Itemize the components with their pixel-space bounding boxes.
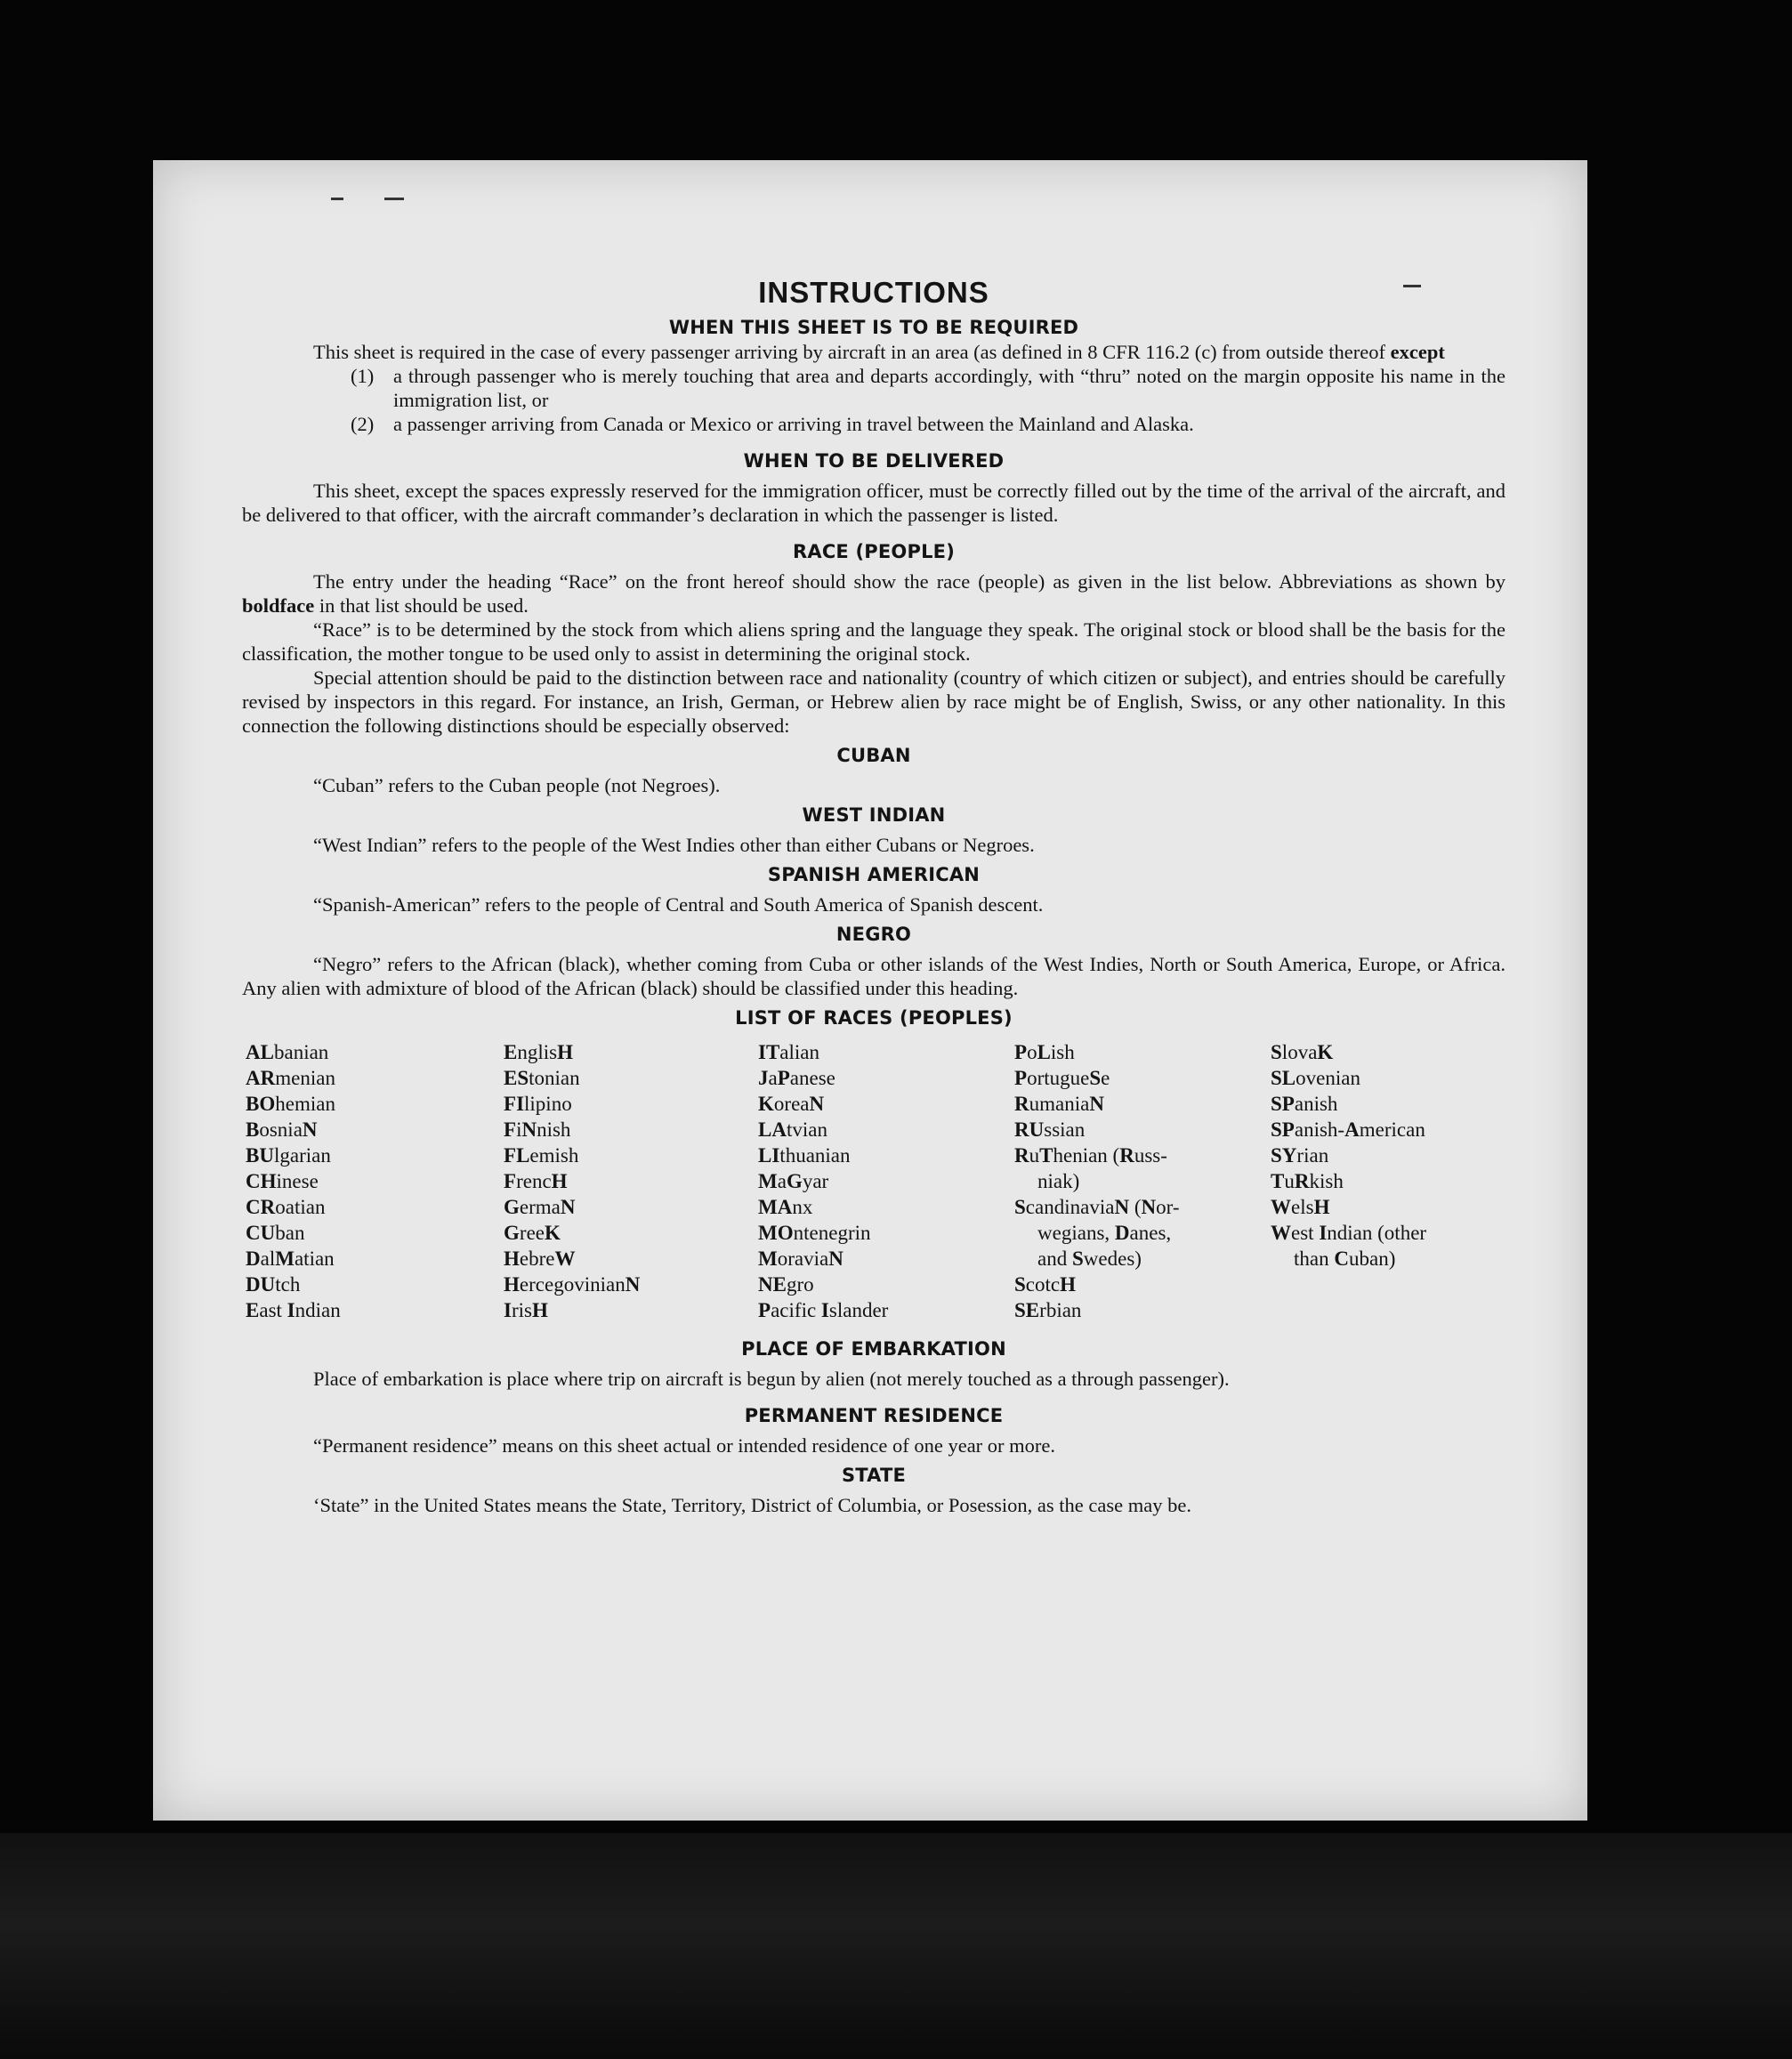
race-entry: GreeK (504, 1222, 561, 1244)
race-entry: FLemish (504, 1144, 579, 1167)
race-entry: SlovaK (1271, 1041, 1334, 1063)
paragraph-race-3: Special attention should be paid to the distinction between race and nationality (country of which citizen or subject), and entries should be carefully revised by inspectors in this regard. For instance, an Irish, German, or Hebrew alien by race might be of English, Swiss, or any other nationality. In this connection the following distinctions should be especially observed: (242, 666, 1505, 737)
race-entry: than Cuban) (1294, 1248, 1396, 1270)
section-heading-permanent-residence: PERMANENT RESIDENCE (744, 1405, 1004, 1426)
paragraph-when-required: This sheet is required in the case of every passenger arriving by aircraft in an area (as defined in 8 CFR 116.2 (c) from outside thereof except (313, 341, 1445, 363)
section-heading-race: RACE (PEOPLE) (793, 541, 955, 562)
race-entry: SPanish (1271, 1093, 1338, 1115)
race-entry: BosniaN (246, 1118, 318, 1141)
race-entry: KoreaN (758, 1093, 825, 1115)
race-column-4 (1014, 1039, 1180, 1323)
race-column-3 (758, 1039, 888, 1323)
race-entry: SLovenian (1271, 1067, 1360, 1089)
race-entry: PoLish (1014, 1041, 1075, 1063)
race-entry: CRoatian (246, 1196, 326, 1218)
paragraph-race-2: “Race” is to be determined by the stock from which aliens spring and the language they speak. The original stock or blood shall be the basis for the classification, the mother tongue to be used only to assist in determining the original stock. (242, 618, 1505, 665)
speck-mark (384, 198, 404, 200)
race-entry: MaGyar (758, 1170, 829, 1192)
race-entry: GermaN (504, 1196, 576, 1218)
race-entry: FiNnish (504, 1118, 571, 1141)
race-entry: WelsH (1271, 1196, 1330, 1218)
paragraph-negro: “Negro” refers to the African (black), whether coming from Cuba or other islands of the West Indies, North or South America, Europe, or Africa. Any alien with admixture of blood of the African (black) should be classified under this heading. (242, 953, 1505, 999)
race-entry: JaPanese (758, 1067, 835, 1089)
speck-mark (331, 198, 343, 200)
race-entry: EnglisH (504, 1041, 573, 1063)
race-entry: IrisH (504, 1299, 548, 1321)
race-entry: DUtch (246, 1273, 301, 1296)
section-heading-spanish-american: SPANISH AMERICAN (767, 864, 981, 885)
condition-item-2: (2) a passenger arriving from Canada or Mexico or arriving in travel between the Mainland and Alaska. (351, 413, 1194, 435)
paragraph-state: ‘State” in the United States means the State, Territory, District of Columbia, or Posession, as the case may be. (313, 1494, 1191, 1516)
race-entry: Pacific Islander (758, 1299, 889, 1321)
race-column-2 (504, 1039, 640, 1323)
scan-background-bottom (0, 1833, 1792, 2059)
race-entry: RuThenian (Russ- (1014, 1144, 1167, 1167)
section-heading-place-of-embarkation: PLACE OF EMBARKATION (741, 1338, 1006, 1360)
race-entry: SYrian (1271, 1144, 1329, 1167)
paragraph-when-delivered: This sheet, except the spaces expressly reserved for the immigration officer, must be correctly filled out by the time of the arrival of the aircraft, and be delivered to that officer, with the aircraft commander’s declaration in which the passenger is listed. (242, 480, 1505, 526)
section-heading-negro: NEGRO (835, 924, 912, 945)
race-entry: RumaniaN (1014, 1093, 1104, 1115)
race-entry: LAtvian (758, 1118, 827, 1141)
paragraph-race-1: The entry under the heading “Race” on the front hereof should show the race (people) as given in the list below. Abbreviations as shown by boldface in that list should be used. (242, 570, 1505, 617)
race-column-1 (246, 1039, 341, 1323)
condition-item-1: (1) a through passenger who is merely touching that area and departs accordingly, with “thru” noted on the margin opposite his name in the immigration list, or (351, 365, 1505, 411)
race-entry: ARmenian (246, 1067, 335, 1089)
page-title: INSTRUCTIONS (758, 276, 989, 309)
race-entry: FrencH (504, 1170, 568, 1192)
race-entry: wegians, Danes, (1037, 1222, 1172, 1244)
document-page (153, 160, 1587, 1821)
race-entry: BUlgarian (246, 1144, 331, 1167)
section-heading-state: STATE (841, 1465, 907, 1486)
paragraph-spanish-american: “Spanish-American” refers to the people of Central and South America of Spanish descent. (313, 893, 1044, 916)
race-entry: LIthuanian (758, 1144, 851, 1167)
section-heading-when-required: WHEN THIS SHEET IS TO BE REQUIRED (668, 317, 1079, 338)
race-entry: BOhemian (246, 1093, 335, 1115)
race-entry: SPanish-American (1271, 1118, 1425, 1141)
instructions-content (242, 276, 1505, 1517)
race-entry: HebreW (504, 1248, 576, 1270)
section-heading-west-indian: WEST INDIAN (802, 804, 946, 826)
race-list (242, 1039, 1505, 1324)
race-entry: FIlipino (504, 1093, 572, 1115)
race-entry: TuRkish (1271, 1170, 1344, 1192)
race-entry: PortugueSe (1014, 1067, 1110, 1089)
race-entry: MoraviaN (758, 1248, 844, 1270)
paragraph-place-of-embarkation: Place of embarkation is place where trip on aircraft is begun by alien (not merely touched as a through passenger). (313, 1368, 1230, 1390)
section-heading-list-of-races: LIST OF RACES (PEOPLES) (735, 1007, 1013, 1029)
paragraph-west-indian: “West Indian” refers to the people of the West Indies other than either Cubans or Negroes. (313, 834, 1035, 856)
race-entry: DalMatian (246, 1248, 335, 1270)
race-entry: niak) (1037, 1170, 1080, 1192)
race-entry: MOntenegrin (758, 1222, 871, 1244)
race-entry: MAnx (758, 1196, 813, 1218)
race-entry: EStonian (504, 1067, 580, 1089)
race-entry: SErbian (1014, 1299, 1082, 1321)
race-entry: ScotcH (1014, 1273, 1077, 1296)
race-entry: NEgro (758, 1273, 814, 1296)
race-entry: CHinese (246, 1170, 319, 1192)
race-entry: West Indian (other (1271, 1222, 1427, 1244)
race-entry: East Indian (246, 1299, 341, 1321)
race-entry: ITalian (758, 1041, 820, 1063)
race-entry: HercegovinianN (504, 1273, 641, 1296)
section-heading-cuban: CUBAN (836, 745, 911, 766)
section-heading-when-delivered: WHEN TO BE DELIVERED (743, 450, 1005, 472)
paragraph-cuban: “Cuban” refers to the Cuban people (not Negroes). (313, 774, 721, 796)
race-entry: CUban (246, 1222, 305, 1244)
race-entry: ALbanian (246, 1041, 329, 1063)
race-column-5 (1271, 1039, 1426, 1272)
race-entry: and Swedes) (1037, 1248, 1142, 1270)
race-entry: ScandinaviaN (Nor- (1014, 1196, 1180, 1218)
race-entry: RUssian (1014, 1118, 1086, 1141)
paragraph-permanent-residence: “Permanent residence” means on this sheet actual or intended residence of one year or more. (313, 1434, 1056, 1457)
